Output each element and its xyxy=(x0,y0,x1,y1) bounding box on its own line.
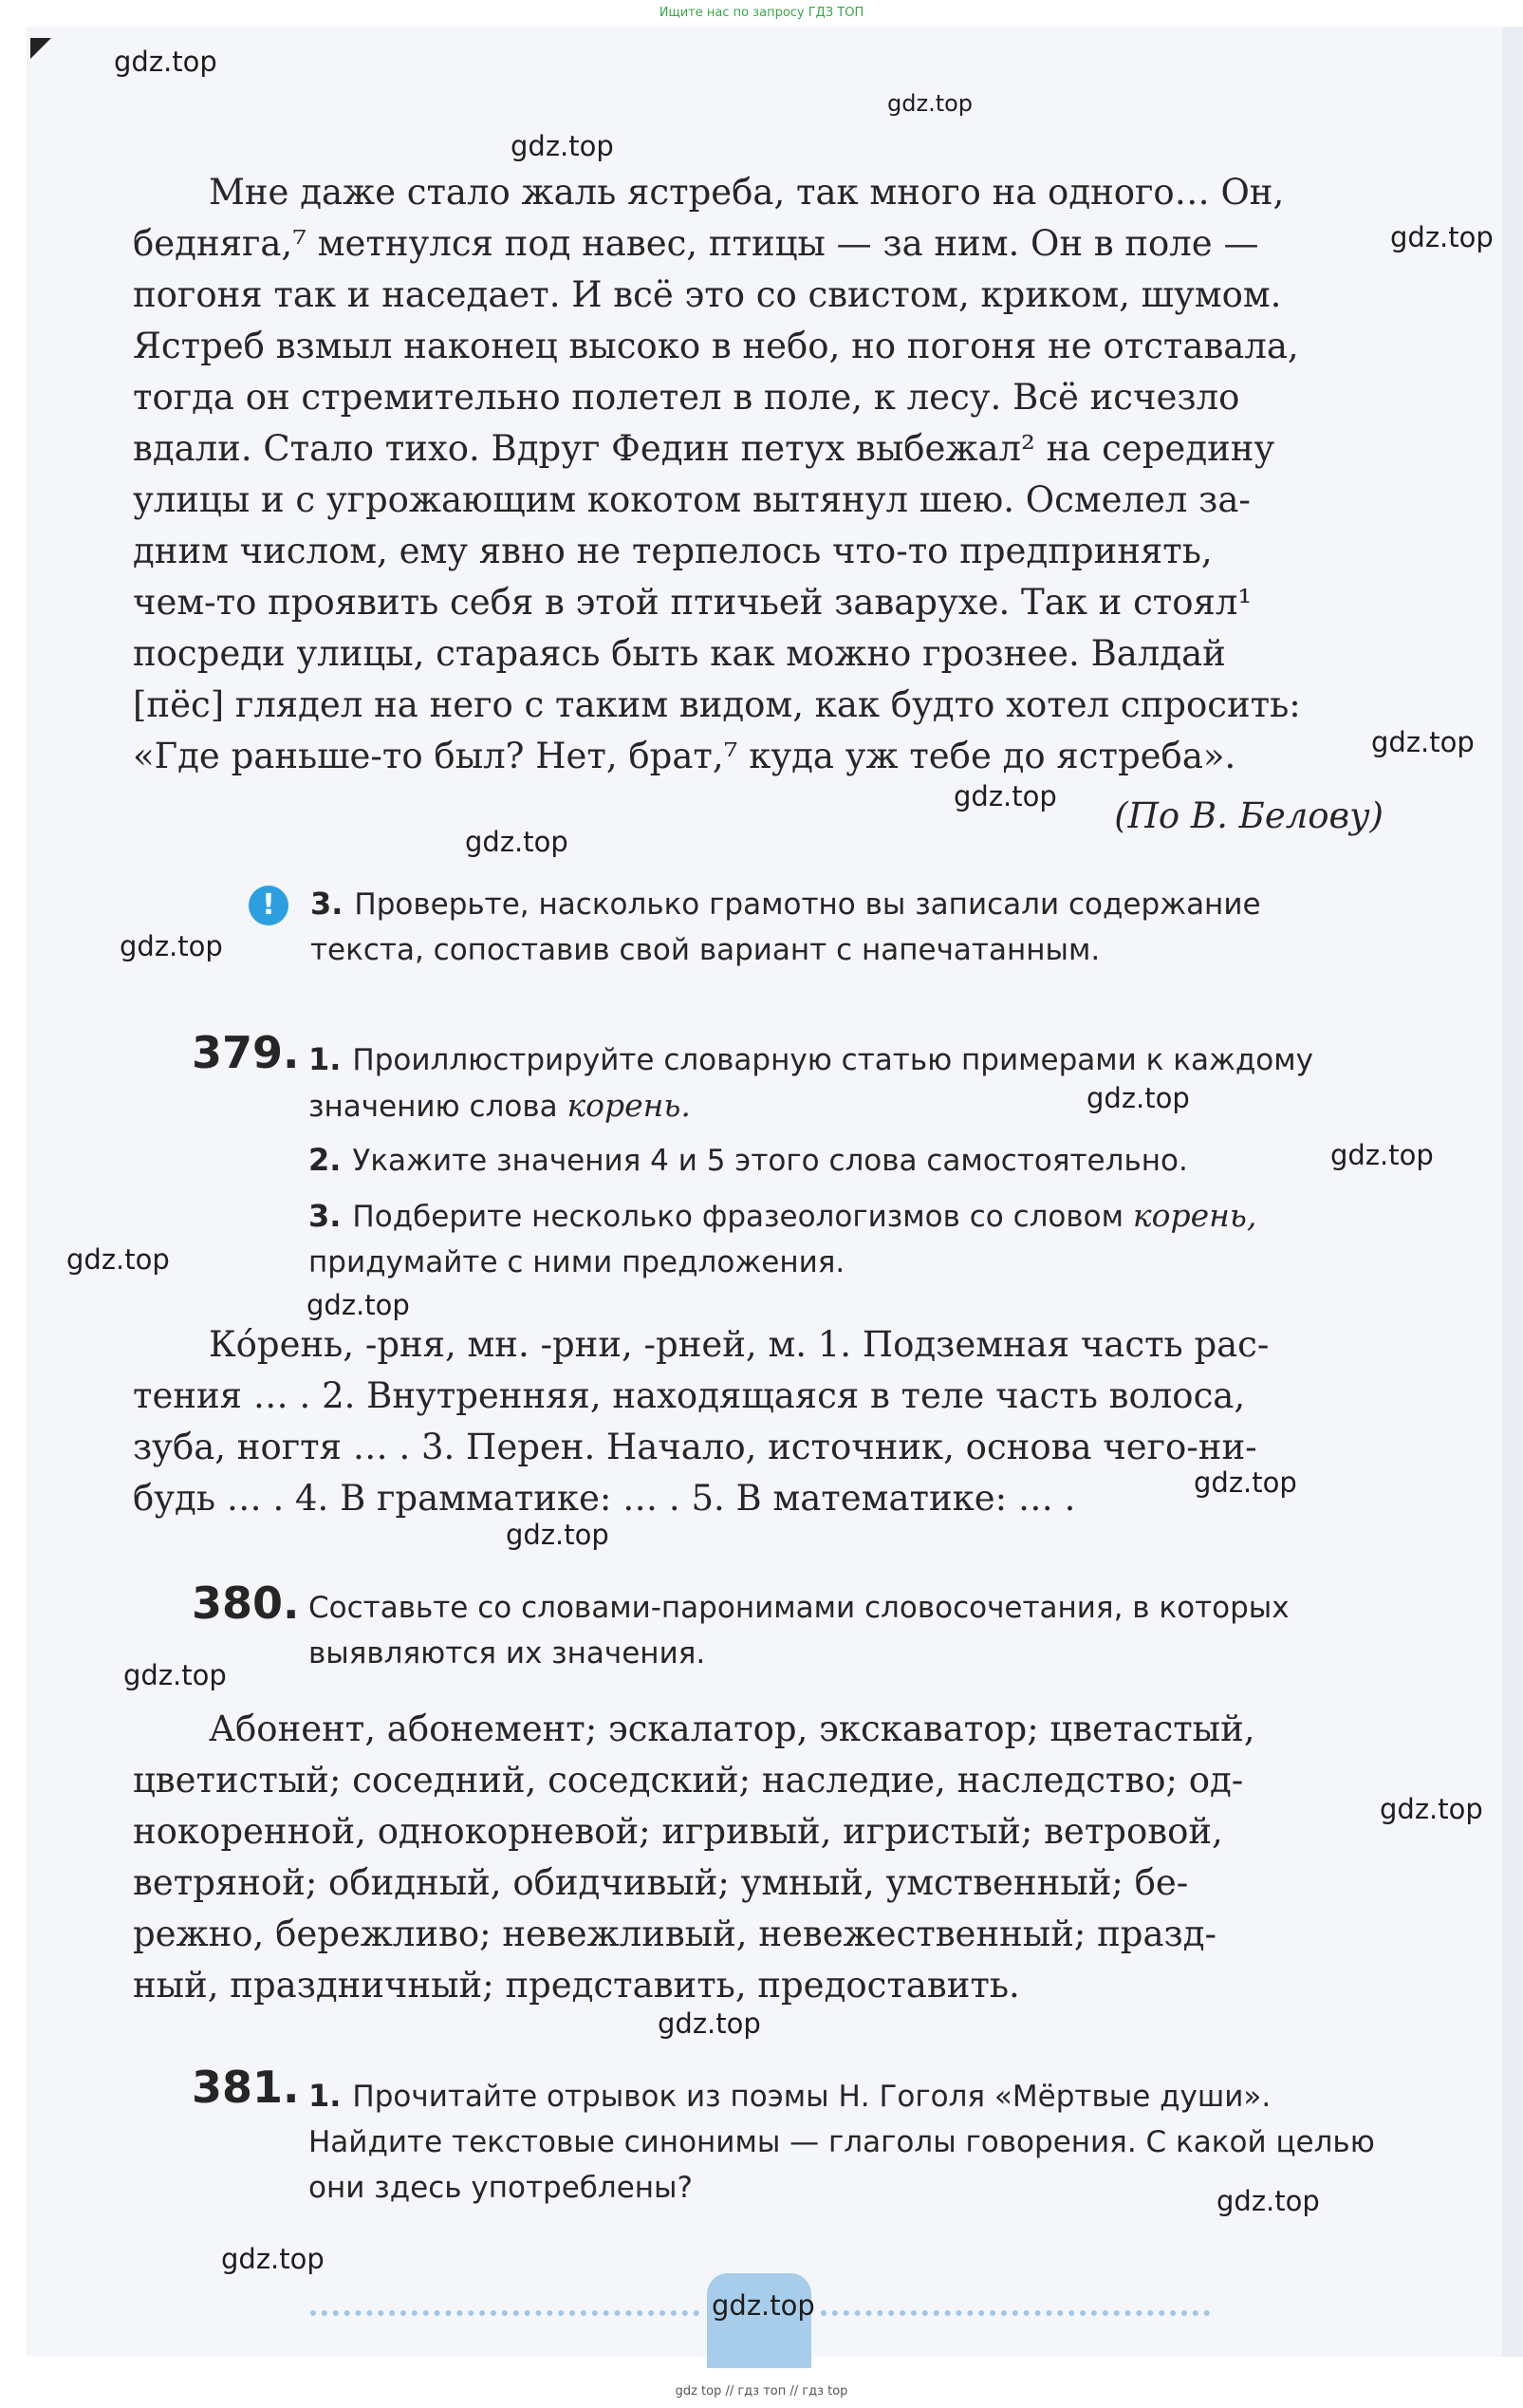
keyword: корень. xyxy=(566,1087,691,1124)
watermark[interactable]: gdz.top xyxy=(1330,1139,1434,1171)
prose-line: тогда он стремительно полетел в поле, к лесу. Всё исчезло xyxy=(133,377,1240,418)
prose-line: бедняга,⁷ метнулся под навес, птицы — за ним. Он в поле — xyxy=(133,223,1259,264)
paronym-line: режно, бережливо; невежливый, невежественный; празд- xyxy=(133,1913,1217,1954)
paronym-list xyxy=(133,1704,1384,2011)
prose-line: посреди улицы, стараясь быть как можно грознее. Валдай xyxy=(133,633,1226,674)
watermark[interactable]: gdz.top xyxy=(1371,726,1475,758)
dictionary-line: тения … . 2. Внутренняя, находящаяся в теле часть волоса, xyxy=(133,1375,1246,1416)
bottom-banner: gdz top // гдз топ // гдз top xyxy=(675,2384,848,2399)
task-text: Прочитайте отрывок из поэмы Н. Гоголя «Мёртвые души». Найдите текстовые синонимы — глаголы говорения. С какой целью они здесь употреблены? xyxy=(308,2080,1375,2205)
watermark[interactable]: gdz.top xyxy=(1380,1793,1483,1825)
exercise-number-381: 381. xyxy=(192,2062,300,2113)
task-text: Проверьте, насколько грамотно вы записали содержание текста, сопоставив свой вариант с напечатанным. xyxy=(310,887,1261,967)
prose-line: вдали. Стало тихо. Вдруг Федин петух выбежал² на середину xyxy=(133,428,1275,469)
prose-line: «Где раньше-то был? Нет, брат,⁷ куда уж тебе до ястреба». xyxy=(133,736,1236,776)
paronym-line: ный, праздничный; представить, предоставить. xyxy=(133,1965,1020,2006)
dictionary-line: Ко́рень, -рня, мн. -рни, -рней, м. 1. Подземная часть рас- xyxy=(209,1324,1270,1365)
prose-line: Мне даже стало жаль ястреба, так много на одного… Он, xyxy=(209,172,1285,213)
prose-line: улицы и с угрожающим кокотом вытянул шею. Осмелел за- xyxy=(133,479,1251,520)
watermark[interactable]: gdz.top xyxy=(221,2243,325,2275)
top-banner: Ищите нас по запросу ГДЗ ТОП xyxy=(659,6,864,20)
dictionary-line: будь … . 4. В грамматике: … . 5. В математике: … . xyxy=(133,1478,1076,1519)
watermark[interactable]: gdz.top xyxy=(511,130,614,162)
watermark[interactable]: gdz.top xyxy=(123,1659,227,1691)
author-credit: (По В. Белову) xyxy=(1114,795,1384,836)
page-edge xyxy=(1502,27,1523,2357)
task-number: 1. xyxy=(308,1041,342,1077)
prose-line: дним числом, ему явно не терпелось что-то предпринять, xyxy=(133,531,1213,571)
watermark[interactable]: gdz.top xyxy=(1087,1082,1190,1114)
watermark[interactable]: gdz.top xyxy=(120,930,223,962)
prose-line: чем-то проявить себя в этой птичьей заварухе. Так и стоял¹ xyxy=(133,582,1253,623)
corner-mark xyxy=(30,38,51,59)
keyword: корень, xyxy=(1132,1197,1257,1234)
exercise-379-task-2 xyxy=(308,1137,1385,1184)
exercise-number-379: 379. xyxy=(192,1027,300,1078)
watermark[interactable]: gdz.top xyxy=(954,780,1057,812)
footer-dots-left xyxy=(310,2310,699,2316)
story-text xyxy=(133,167,1384,782)
watermark[interactable]: gdz.top xyxy=(658,2007,761,2040)
dictionary-line: зуба, ногтя … . 3. Перен. Начало, источник, основа чего-ни- xyxy=(133,1427,1257,1467)
paronym-line: нокоренной, однокорневой; игривый, игристый; ветровой, xyxy=(133,1811,1223,1852)
task-text: Проиллюстрируйте словарную статью примерами к каждому значению слова xyxy=(308,1043,1314,1124)
watermark[interactable]: gdz.top xyxy=(506,1519,609,1551)
watermark[interactable]: gdz.top xyxy=(712,2289,815,2322)
exercise-380-text: Составьте со словами-паронимами словосочетания, в которых выявляются их значения. xyxy=(308,1591,1290,1671)
task-3 xyxy=(310,881,1383,973)
exercise-379-task-3 xyxy=(308,1193,1385,1285)
prose-line: Ястреб взмыл наконец высоко в небо, но погоня не отставала, xyxy=(133,326,1299,366)
prose-line: погоня так и наседает. И всё это со свистом, криком, шумом. xyxy=(133,274,1282,315)
exercise-379-task-1 xyxy=(308,1036,1385,1129)
prose-line: [пёс] глядел на него с таким видом, как будто хотел спросить: xyxy=(133,684,1301,725)
watermark[interactable]: gdz.top xyxy=(114,46,217,78)
paronym-line: цветистый; соседний, соседский; наследие, наследство; од- xyxy=(133,1760,1244,1801)
task-number: 3. xyxy=(308,1198,342,1234)
footer-dots-right xyxy=(821,2310,1210,2316)
task-text: придумайте с ними предложения. xyxy=(308,1245,845,1279)
task-number: 2. xyxy=(308,1142,342,1178)
exercise-number-380: 380. xyxy=(192,1577,300,1629)
paronym-line: Абонент, абонемент; эскалатор, экскаватор; цветастый, xyxy=(209,1708,1255,1749)
watermark[interactable]: gdz.top xyxy=(306,1289,410,1321)
watermark[interactable]: gdz.top xyxy=(1390,221,1494,253)
watermark[interactable]: gdz.top xyxy=(887,90,974,117)
task-number: 1. xyxy=(308,2078,342,2114)
watermark[interactable]: gdz.top xyxy=(1194,1466,1297,1499)
exclamation-icon: ! xyxy=(249,886,288,925)
paronym-line: ветряной; обидный, обидчивый; умный, умственный; бе- xyxy=(133,1862,1189,1903)
watermark[interactable]: gdz.top xyxy=(66,1243,170,1276)
task-number: 3. xyxy=(310,886,344,922)
task-text: Подберите несколько фразеологизмов со словом xyxy=(352,1200,1124,1234)
watermark[interactable]: gdz.top xyxy=(465,826,568,858)
watermark[interactable]: gdz.top xyxy=(1217,2185,1320,2217)
task-text: Укажите значения 4 и 5 этого слова самостоятельно. xyxy=(352,1144,1188,1178)
